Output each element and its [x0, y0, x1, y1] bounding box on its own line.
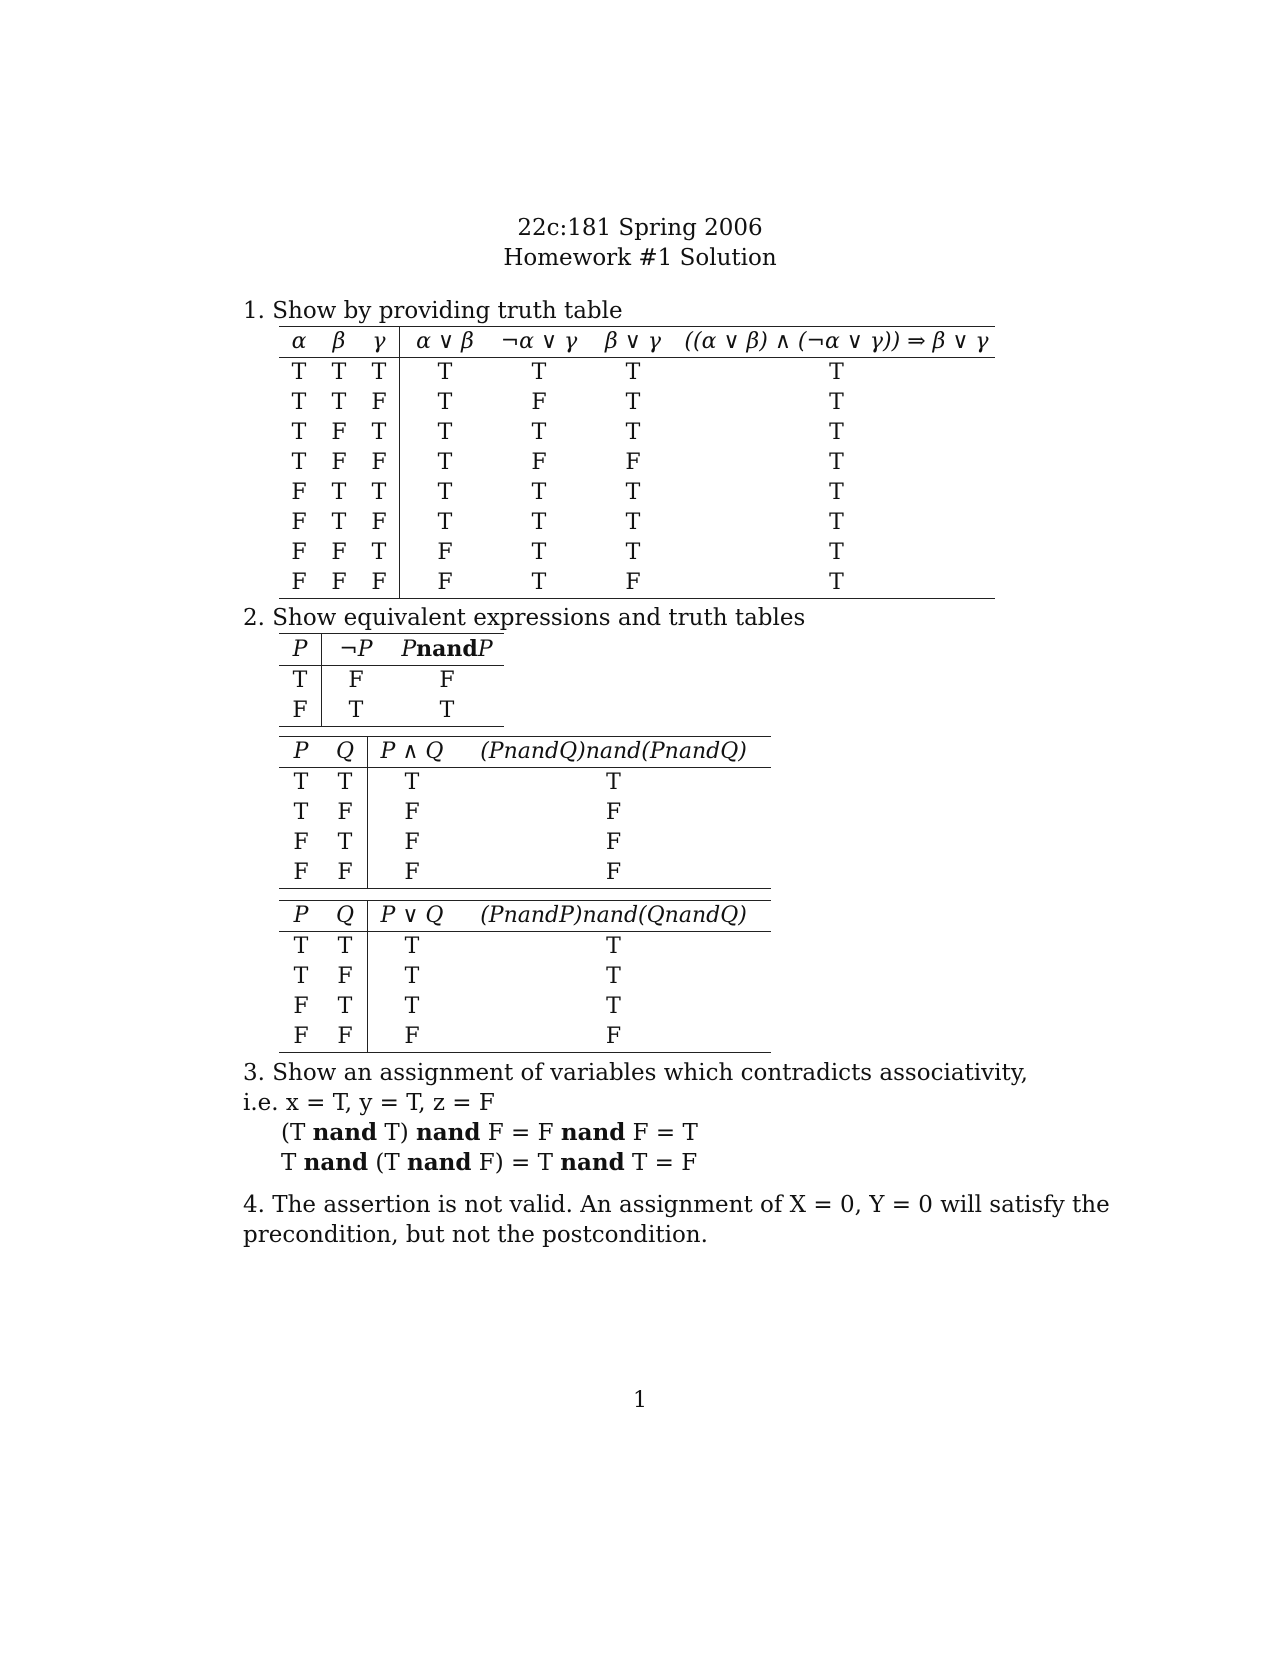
table-cell: T	[490, 568, 588, 599]
table-cell: F	[359, 448, 400, 478]
col-header: β	[319, 327, 359, 358]
table-cell: T	[291, 390, 307, 415]
table-cell: T	[331, 360, 347, 385]
table-cell: F	[291, 480, 307, 505]
table-cell: F	[625, 450, 641, 475]
table-cell: T	[331, 510, 347, 535]
table-row	[279, 388, 995, 418]
table-cell: T	[404, 994, 420, 1019]
col-header: P ∨ Q	[368, 901, 457, 932]
col-header-part: P	[401, 637, 417, 662]
table-cell: F	[323, 858, 368, 889]
table-cell: F	[368, 858, 457, 889]
table-cell: F	[588, 568, 678, 599]
col-header: P ∧ Q	[368, 737, 457, 768]
table-cell: T	[404, 934, 420, 959]
table-cell: F	[456, 858, 771, 889]
table-cell: F	[437, 540, 453, 565]
table-cell: F	[439, 668, 455, 693]
col-header: Q	[323, 901, 368, 932]
table-cell: T	[291, 420, 307, 445]
col-header: α ∨ β	[400, 327, 491, 358]
table-cell: T	[323, 768, 368, 799]
table-cell: F	[531, 450, 547, 475]
table-row	[279, 962, 771, 992]
table-cell: F	[348, 668, 364, 693]
table-cell: F	[293, 994, 309, 1019]
table-cell: T	[323, 992, 368, 1022]
or-truth-table	[279, 900, 771, 1053]
table-row	[279, 448, 995, 478]
table-cell: T	[279, 666, 322, 697]
col-header-part: P	[477, 637, 493, 662]
table-cell: T	[322, 696, 391, 727]
table-cell: T	[359, 418, 400, 448]
table-row	[279, 798, 771, 828]
table-cell: T	[404, 770, 420, 795]
col-header: (PnandP)nand(QnandQ)	[456, 901, 771, 932]
table-cell: F	[331, 540, 347, 565]
table-cell: F	[319, 568, 359, 599]
table-row	[279, 828, 771, 858]
table-cell: F	[323, 798, 368, 828]
col-header: P	[279, 737, 323, 768]
table-cell: T	[437, 420, 453, 445]
table-cell: T	[829, 390, 844, 415]
table-cell: T	[606, 934, 621, 959]
table-cell: F	[293, 830, 309, 855]
table-cell: T	[331, 390, 347, 415]
table-cell: F	[291, 510, 307, 535]
table-cell: T	[359, 538, 400, 568]
col-header: ((α ∨ β) ∧ (¬α ∨ γ)) ⇒ β ∨ γ	[678, 327, 995, 358]
table-cell: T	[606, 770, 621, 795]
table-cell: F	[359, 508, 400, 538]
q1-truth-table	[279, 326, 995, 599]
table-cell: F	[331, 420, 347, 445]
table-cell: F	[605, 800, 622, 825]
col-header: ¬P	[322, 634, 391, 666]
table-cell: F	[368, 1022, 457, 1053]
table-cell: T	[531, 420, 547, 445]
table-cell: T	[437, 510, 453, 535]
table-row	[279, 696, 504, 727]
table-row	[279, 478, 995, 508]
table-cell: T	[293, 934, 309, 959]
table-cell: T	[625, 360, 641, 385]
table-cell: T	[829, 510, 844, 535]
table-cell: T	[390, 696, 504, 727]
eq-part: T	[281, 1150, 304, 1176]
table-cell: F	[291, 540, 307, 565]
table-cell: T	[606, 994, 621, 1019]
col-header-part: nand	[416, 636, 478, 662]
table-row	[279, 666, 504, 697]
table-row	[279, 992, 771, 1022]
table-cell: T	[531, 540, 547, 565]
table-cell: F	[404, 830, 420, 855]
q3-line1: 3. Show an assignment of variables which contradicts associativity,	[243, 1060, 1028, 1086]
table-row	[279, 858, 771, 889]
table-cell: F	[531, 390, 547, 415]
table-cell: F	[605, 830, 622, 855]
table-cell: T	[293, 770, 309, 795]
table-cell: T	[437, 360, 453, 385]
col-header: P	[279, 901, 323, 932]
homework-title: Homework #1 Solution	[503, 245, 777, 271]
q2-prompt: 2. Show equivalent expressions and truth tables	[243, 605, 806, 631]
table-cell: F	[359, 388, 400, 418]
table-row	[279, 358, 995, 389]
table-cell: F	[279, 1022, 323, 1053]
table-cell: T	[331, 480, 347, 505]
col-header: α	[279, 327, 319, 358]
table-cell: T	[293, 964, 309, 989]
table-row	[279, 768, 771, 799]
table-cell: F	[404, 800, 420, 825]
eq-part: F = F	[480, 1120, 561, 1146]
table-row	[279, 508, 995, 538]
nand-operator: nand	[407, 1149, 472, 1176]
table-cell: T	[531, 510, 547, 535]
table-cell: T	[625, 420, 641, 445]
page-number: 1	[633, 1388, 647, 1413]
table-cell: T	[829, 480, 844, 505]
table-cell: T	[359, 358, 400, 389]
nand-operator: nand	[416, 1119, 481, 1146]
eq-part: T)	[377, 1120, 416, 1146]
col-header: ¬α ∨ γ	[490, 327, 588, 358]
col-header: (PnandQ)nand(PnandQ)	[456, 737, 771, 768]
table-cell: T	[829, 420, 844, 445]
col-header: β ∨ γ	[588, 327, 678, 358]
q1-prompt: 1. Show by providing truth table	[243, 298, 623, 324]
table-cell: T	[291, 360, 307, 385]
table-cell: T	[359, 478, 400, 508]
table-cell: T	[291, 450, 307, 475]
col-header: P	[279, 634, 322, 666]
table-row	[279, 568, 995, 599]
q3-equation-1	[281, 1118, 698, 1148]
table-cell: T	[625, 390, 641, 415]
q4-line2: precondition, but not the postcondition.	[243, 1222, 708, 1248]
eq-part: F) = T	[471, 1150, 561, 1176]
eq-part: F = T	[625, 1120, 698, 1146]
table-cell: T	[293, 800, 309, 825]
table-cell: F	[323, 962, 368, 992]
table-cell: T	[531, 360, 547, 385]
nand-operator: nand	[303, 1149, 369, 1176]
table-cell: T	[437, 480, 453, 505]
table-cell: F	[359, 568, 400, 599]
table-cell: T	[531, 480, 547, 505]
q3-line2: i.e. x = T, y = T, z = F	[243, 1090, 495, 1116]
table-cell: T	[323, 932, 368, 963]
table-row	[279, 1022, 771, 1053]
table-cell: F	[279, 568, 319, 599]
table-cell: F	[331, 450, 347, 475]
q3-equation-2	[281, 1148, 697, 1178]
table-cell: T	[625, 540, 641, 565]
and-truth-table	[279, 736, 771, 889]
table-cell: T	[323, 828, 368, 858]
table-cell: F	[323, 1022, 368, 1053]
not-truth-table	[279, 633, 504, 727]
table-cell: T	[678, 568, 995, 599]
eq-part: (T	[281, 1120, 313, 1146]
col-header: γ	[359, 327, 400, 358]
nand-operator: nand	[312, 1119, 378, 1146]
col-header	[390, 634, 504, 666]
table-cell: T	[606, 964, 621, 989]
table-cell: T	[625, 510, 641, 535]
table-cell: T	[829, 540, 844, 565]
table-cell: F	[279, 696, 322, 727]
q4-line1: 4. The assertion is not valid. An assignment of X = 0, Y = 0 will satisfy the	[243, 1192, 1110, 1218]
eq-part: T = F	[624, 1150, 698, 1176]
table-cell: F	[456, 1022, 771, 1053]
table-cell: F	[279, 858, 323, 889]
table-row	[279, 538, 995, 568]
table-cell: T	[437, 450, 453, 475]
document-header	[0, 213, 1280, 273]
course-title: 22c:181 Spring 2006	[517, 215, 763, 241]
eq-part: (T	[368, 1150, 408, 1176]
table-cell: T	[404, 964, 420, 989]
nand-operator: nand	[560, 1149, 625, 1176]
col-header: Q	[323, 737, 368, 768]
table-cell: T	[829, 450, 844, 475]
nand-operator: nand	[560, 1119, 626, 1146]
table-row	[279, 418, 995, 448]
table-cell: T	[625, 480, 641, 505]
table-row	[279, 932, 771, 963]
table-cell: F	[400, 568, 491, 599]
table-cell: T	[829, 360, 844, 385]
table-cell: T	[437, 390, 453, 415]
